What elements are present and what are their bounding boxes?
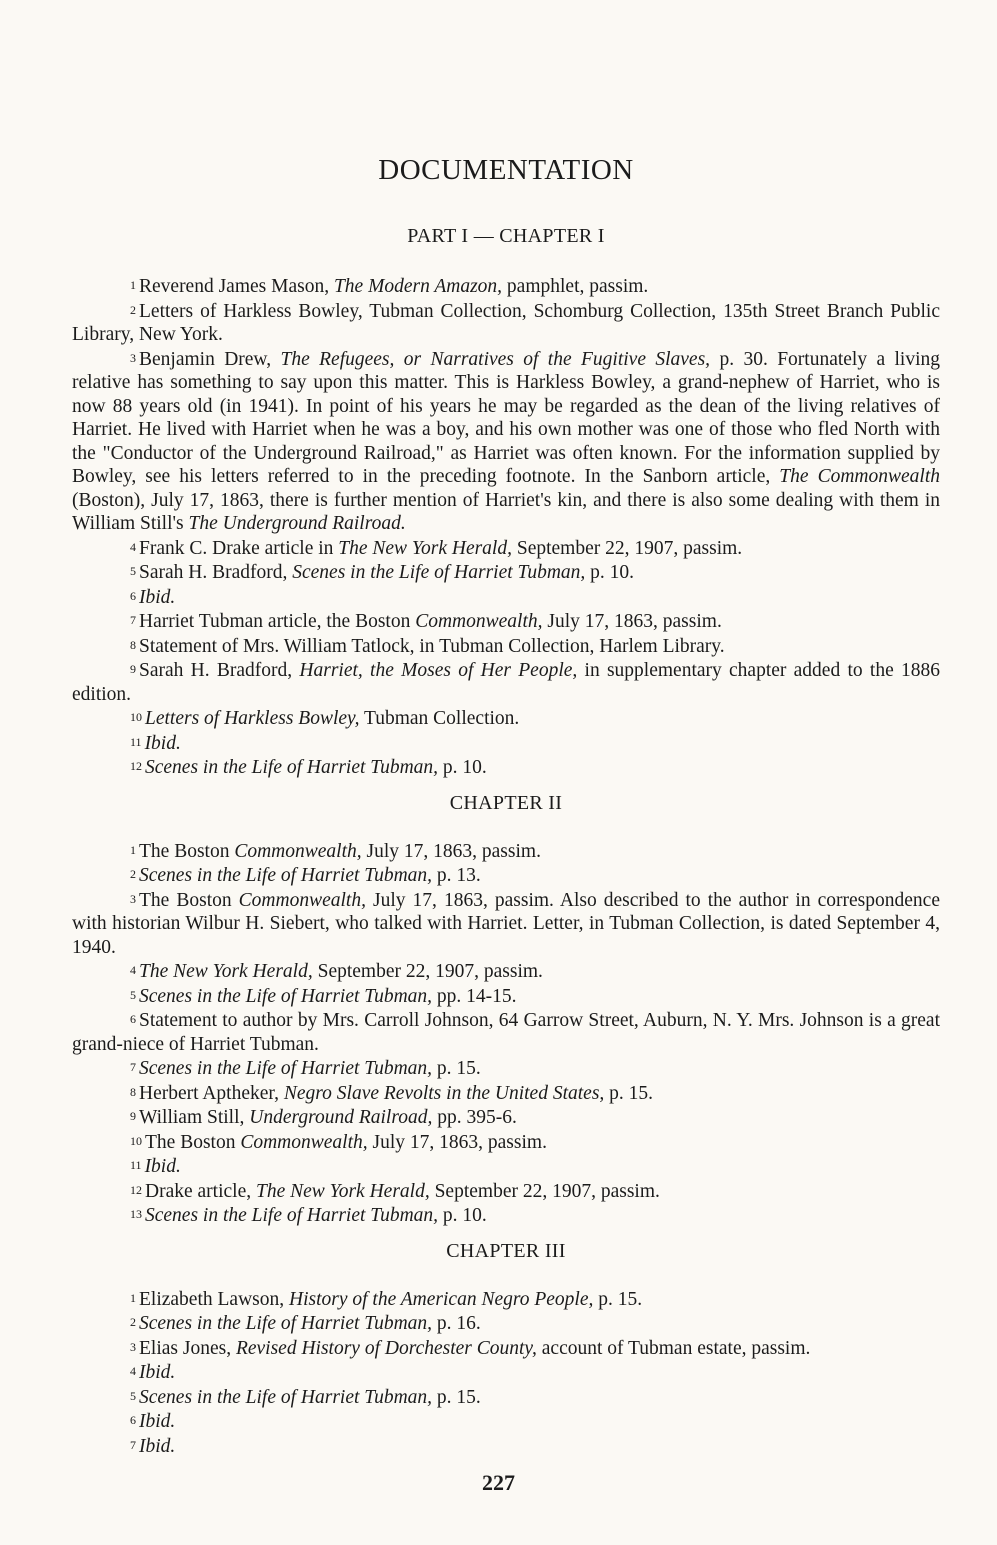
footnote-text: Elizabeth Lawson, [139, 1288, 289, 1310]
footnote [72, 1409, 940, 1434]
citation-title: Letters of Harkless Bowley, [145, 708, 360, 729]
citation-title: Scenes in the Life of Harriet Tubman, [139, 865, 433, 886]
footnote-text: July 17, 1863, passim. Also described to the author in correspondence with historian Wilbur H. Siebert, who talked with Harriet. Letter, in Tubman Collection, is dated September 4, 1940. [72, 889, 940, 958]
footnote-number: 4 [130, 963, 136, 977]
citation-title: Harriet, the Moses of Her People, [299, 660, 578, 681]
footnote-number: 3 [130, 350, 136, 365]
citation-title: Revised History of Dorchester County, [235, 1337, 537, 1359]
citation-title: Scenes in the Life of Harriet Tubman, [145, 1205, 439, 1226]
citation-title: Ibid. [139, 1435, 176, 1457]
footnote-number: 9 [130, 1109, 136, 1123]
page-number: 227 [482, 1470, 515, 1495]
footnote-text: September 22, 1907, passim. [312, 961, 543, 982]
footnote-number: 4 [130, 539, 136, 554]
citation-title: Ibid. [139, 1362, 176, 1383]
footnote-text: Letters of Harkless Bowley, Tubman Collection, Schomburg Collection, 135th Street Branch Public Library, New York. [72, 300, 940, 345]
footnote-text: account of Tubman estate, passim. [536, 1337, 811, 1359]
citation-title: The Commonwealth [779, 466, 940, 487]
footnote-text: William Still, [139, 1107, 250, 1128]
footnote-number: 2 [130, 1315, 136, 1329]
citation-title: Commonwealth, [415, 611, 543, 632]
chapter-section [72, 1240, 940, 1459]
citation-title: Scenes in the Life of Harriet Tubman, [139, 985, 433, 1007]
footnote [72, 1360, 940, 1385]
footnote [72, 560, 940, 585]
footnote [72, 299, 940, 347]
footnote-text: p. 10. [438, 1205, 487, 1226]
citation-title: Scenes in the Life of Harriet Tubman, [139, 1386, 433, 1408]
footnote [72, 1105, 940, 1130]
citation-title: Ibid. [144, 1156, 181, 1177]
footnote-text: The Boston [139, 889, 239, 911]
footnote-number: 6 [130, 1012, 136, 1026]
footnote [72, 1336, 940, 1361]
footnote-text: p. 15. [604, 1082, 654, 1104]
footnote-text: The Boston [139, 840, 235, 862]
citation-title: Scenes in the Life of Harriet Tubman, [292, 562, 586, 583]
citation-title: The Modern Amazon, [333, 276, 503, 297]
footnote-text: Sarah H. Bradford, [139, 562, 293, 583]
citation-title: Negro Slave Revolts in the United States, [283, 1082, 605, 1104]
citation-title: The Underground Railroad. [188, 513, 406, 534]
footnote [72, 1434, 940, 1459]
footnote-text: p. 13. [432, 865, 481, 886]
footnote-text: Benjamin Drew, [139, 348, 281, 370]
documentation-sections [72, 225, 940, 1458]
page-content [72, 154, 940, 1458]
footnote-text: pp. 14-15. [432, 985, 517, 1007]
citation-title: The Refugees, or Narratives of the Fugitive Slaves, [280, 348, 711, 370]
footnote-number: 8 [130, 1084, 136, 1099]
citation-title: The New York Herald, [338, 537, 512, 559]
footnote [72, 839, 940, 864]
footnote-text: September 22, 1907, passim. [429, 1180, 660, 1202]
citation-title: Scenes in the Life of Harriet Tubman, [145, 757, 439, 778]
footnote [72, 863, 940, 888]
footnote-number: 3 [130, 891, 136, 906]
citation-title: Commonwealth, [234, 840, 362, 862]
footnote-number: 5 [130, 1388, 136, 1403]
footnote-text: p. 10. [438, 757, 487, 778]
footnote-text: pp. 395-6. [432, 1107, 517, 1128]
footnote-number: 1 [130, 842, 136, 857]
footnote-text: p. 10. [585, 562, 635, 583]
footnote-text: p. 15. [432, 1386, 481, 1408]
page-title: DOCUMENTATION [378, 154, 634, 186]
footnote-number: 7 [130, 613, 136, 627]
footnote [72, 274, 940, 299]
footnote-number: 6 [130, 1413, 136, 1427]
footnote-text: Herbert Aptheker, [139, 1082, 284, 1104]
footnote [72, 1179, 940, 1204]
footnote-number: 4 [130, 1364, 136, 1378]
footnote-text: Harriet Tubman article, the Boston [139, 611, 416, 632]
footnote [72, 731, 940, 756]
footnote-text: July 17, 1863, passim. [361, 840, 541, 862]
footnote-number: 13 [130, 1207, 142, 1221]
footnote-text: Tubman Collection. [359, 708, 520, 729]
footnote-text: Drake article, [145, 1180, 256, 1202]
chapter-heading: CHAPTER II [449, 791, 563, 814]
footnote [72, 1311, 940, 1336]
footnote-number: 1 [130, 1290, 136, 1305]
footnote-number: 7 [130, 1060, 136, 1074]
footnote-number: 10 [130, 1133, 142, 1148]
footnote [72, 888, 940, 960]
footnote [72, 984, 940, 1009]
footnote-number: 6 [130, 588, 136, 603]
citation-title: Underground Railroad, [249, 1107, 433, 1128]
footnote-text: The Boston [145, 1131, 241, 1153]
footnote-text: pamphlet, passim. [502, 276, 649, 297]
footnote-number: 1 [130, 278, 136, 292]
footnote-number: 12 [130, 1182, 142, 1197]
footnote-text: in supplementary chapter added to the 1886 edition. [72, 660, 940, 705]
footnote-number: 7 [130, 1437, 136, 1452]
footnote-text: Sarah H. Bradford, [139, 660, 300, 681]
citation-title: Ibid. [139, 586, 176, 608]
citation-title: Ibid. [139, 1411, 176, 1432]
footnote-text: p. 15. [432, 1058, 481, 1079]
footnote [72, 658, 940, 706]
footnote [72, 536, 940, 561]
footnote-text: Statement of Mrs. William Tatlock, in Tubman Collection, Harlem Library. [139, 635, 725, 657]
chapter-section [72, 225, 940, 780]
footnote-number: 2 [130, 867, 136, 881]
footnote [72, 347, 940, 536]
footnote-number: 11 [130, 1158, 142, 1172]
footnote [72, 1154, 940, 1179]
footnote-text: July 17, 1863, passim. [367, 1131, 547, 1153]
footnote [72, 1008, 940, 1056]
footnote-number: 5 [130, 564, 136, 578]
footnote-text: (Boston), July 17, 1863, there is further mention of Harriet's kin, and there is also some dealing with them in William Still's [72, 489, 940, 534]
footnote [72, 1130, 940, 1155]
chapter-heading: PART I — CHAPTER I [407, 225, 605, 247]
footnote-number: 11 [130, 734, 142, 749]
citation-title: The New York Herald, [255, 1180, 430, 1202]
footnote-number: 12 [130, 759, 142, 773]
footnote-text: p. 15. [593, 1288, 643, 1310]
footnote [72, 585, 940, 610]
footnote [72, 1081, 940, 1106]
footnote-text: Reverend James Mason, [139, 276, 334, 297]
footnote-number: 3 [130, 1339, 136, 1354]
footnote-number: 9 [130, 662, 136, 676]
citation-title: History of the American Negro People, [289, 1288, 594, 1310]
footnote-text: p. 16. [432, 1313, 481, 1334]
footnote [72, 609, 940, 634]
footnote-number: 10 [130, 710, 142, 724]
footnote-text: p. 30. Fortunately a living relative has something to say upon this matter. This is Harkless Bowley, a grand-nephew of Harriet, who is now 88 years old (in 1941). In point of his years he may be regarded as the dean of the living relatives of Harriet. He lived with Harriet when he was a boy, and his own mother was one of those who fled North with the "Conductor of the Underground Railroad," as Harriet was often known. For the information supplied by Bowley, see his letters referred to in the preceding footnote. In the Sanborn article, [72, 348, 941, 487]
footnote [72, 1056, 940, 1081]
footnote [72, 634, 940, 659]
footnote-number: 8 [130, 637, 136, 652]
footnote [72, 755, 940, 780]
chapter-section [72, 792, 940, 1228]
footnote-text: Frank C. Drake article in [139, 537, 339, 559]
footnote [72, 1287, 940, 1312]
footnote-text: Statement to author by Mrs. Carroll Johnson, 64 Garrow Street, Auburn, N. Y. Mrs. Johnson is a great grand-niece of Harriet Tubman. [72, 1010, 940, 1055]
citation-title: Scenes in the Life of Harriet Tubman, [139, 1058, 433, 1079]
footnote-number: 5 [130, 987, 136, 1002]
footnote-text: Elias Jones, [139, 1337, 236, 1359]
footnote [72, 1385, 940, 1410]
chapter-heading: CHAPTER III [446, 1239, 566, 1262]
citation-title: Commonwealth, [240, 1131, 368, 1153]
footnote [72, 1203, 940, 1228]
citation-title: Scenes in the Life of Harriet Tubman, [139, 1313, 433, 1334]
citation-title: The New York Herald, [139, 961, 313, 982]
footnote-number: 2 [130, 302, 136, 317]
citation-title: Ibid. [144, 732, 181, 754]
footnote [72, 959, 940, 984]
footnote-text: July 17, 1863, passim. [542, 611, 722, 632]
footnote [72, 706, 940, 731]
citation-title: Commonwealth, [238, 889, 366, 911]
footnote-text: September 22, 1907, passim. [511, 537, 743, 559]
